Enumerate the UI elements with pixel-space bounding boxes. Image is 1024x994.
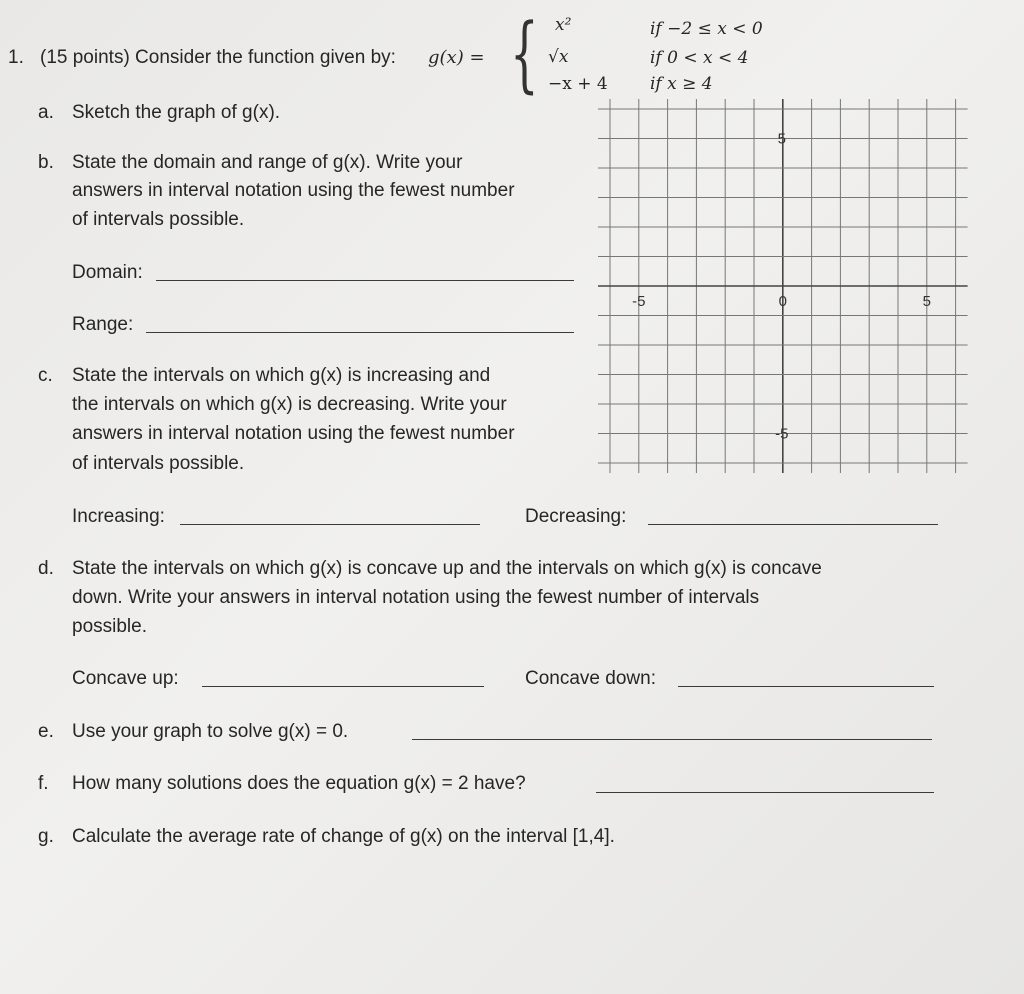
function-lhs: g(x) =: [428, 47, 485, 68]
concave-up-answer-line[interactable]: [202, 686, 484, 687]
part-d-letter: d.: [38, 558, 54, 579]
piece-cond-1: if −2 ≤ x < 0: [650, 19, 763, 39]
y-tick-label: -5: [775, 425, 789, 443]
part-c-line-4: of intervals possible.: [72, 453, 245, 474]
range-answer-line[interactable]: [146, 332, 574, 333]
concave-up-label: Concave up:: [72, 668, 179, 689]
part-d-line-1: State the intervals on which g(x) is concave up and the intervals on which g(x) is concave: [72, 558, 822, 579]
part-d-line-3: possible.: [72, 616, 147, 637]
piece-expr-3: −x + 4: [548, 74, 608, 94]
part-f-letter: f.: [38, 773, 49, 794]
increasing-answer-line[interactable]: [180, 524, 480, 525]
concave-down-label: Concave down:: [525, 668, 656, 689]
piecewise-brace: {: [510, 7, 539, 102]
x-tick-label: -5: [632, 293, 646, 310]
piece-expr-2: √x: [548, 47, 569, 67]
part-f-answer-line[interactable]: [596, 792, 934, 793]
x-tick-label: 0: [778, 293, 787, 310]
part-c-line-1: State the intervals on which g(x) is increasing and: [72, 365, 491, 386]
part-c-letter: c.: [38, 365, 53, 386]
range-label: Range:: [72, 314, 134, 335]
problem-intro: (15 points) Consider the function given by:: [40, 47, 396, 68]
part-b-line-2: answers in interval notation using the fewest number: [72, 180, 515, 201]
part-e-text: Use your graph to solve g(x) = 0.: [72, 721, 349, 742]
domain-answer-line[interactable]: [156, 280, 574, 281]
decreasing-answer-line[interactable]: [648, 524, 938, 525]
decreasing-label: Decreasing:: [525, 506, 627, 527]
increasing-label: Increasing:: [72, 506, 165, 527]
part-a-text: Sketch the graph of g(x).: [72, 102, 281, 123]
part-e-answer-line[interactable]: [412, 739, 932, 740]
part-g-text: Calculate the average rate of change of g(x) on the interval [1,4].: [72, 826, 615, 847]
piece-expr-1: x²: [555, 15, 572, 35]
y-tick-label: 5: [777, 130, 786, 148]
part-e-letter: e.: [38, 721, 54, 742]
x-tick-label: 5: [922, 293, 931, 310]
piece-cond-3: if x ≥ 4: [650, 74, 713, 94]
part-f-text: How many solutions does the equation g(x) = 2 have?: [72, 773, 526, 794]
part-c-line-2: the intervals on which g(x) is decreasing. Write your: [72, 394, 507, 415]
part-a-letter: a.: [38, 102, 54, 123]
piece-cond-2: if 0 < x < 4: [650, 48, 749, 68]
part-d-line-2: down. Write your answers in interval notation using the fewest number of intervals: [72, 587, 760, 608]
problem-number: 1.: [8, 47, 24, 68]
part-b-line-3: of intervals possible.: [72, 209, 245, 230]
part-g-letter: g.: [38, 826, 54, 847]
part-b-letter: b.: [38, 152, 54, 173]
part-c-line-3: answers in interval notation using the fewest number: [72, 423, 515, 444]
domain-label: Domain:: [72, 262, 143, 283]
coordinate-grid[interactable]: [588, 92, 983, 478]
concave-down-answer-line[interactable]: [678, 686, 934, 687]
part-b-line-1: State the domain and range of g(x). Write your: [72, 152, 463, 173]
